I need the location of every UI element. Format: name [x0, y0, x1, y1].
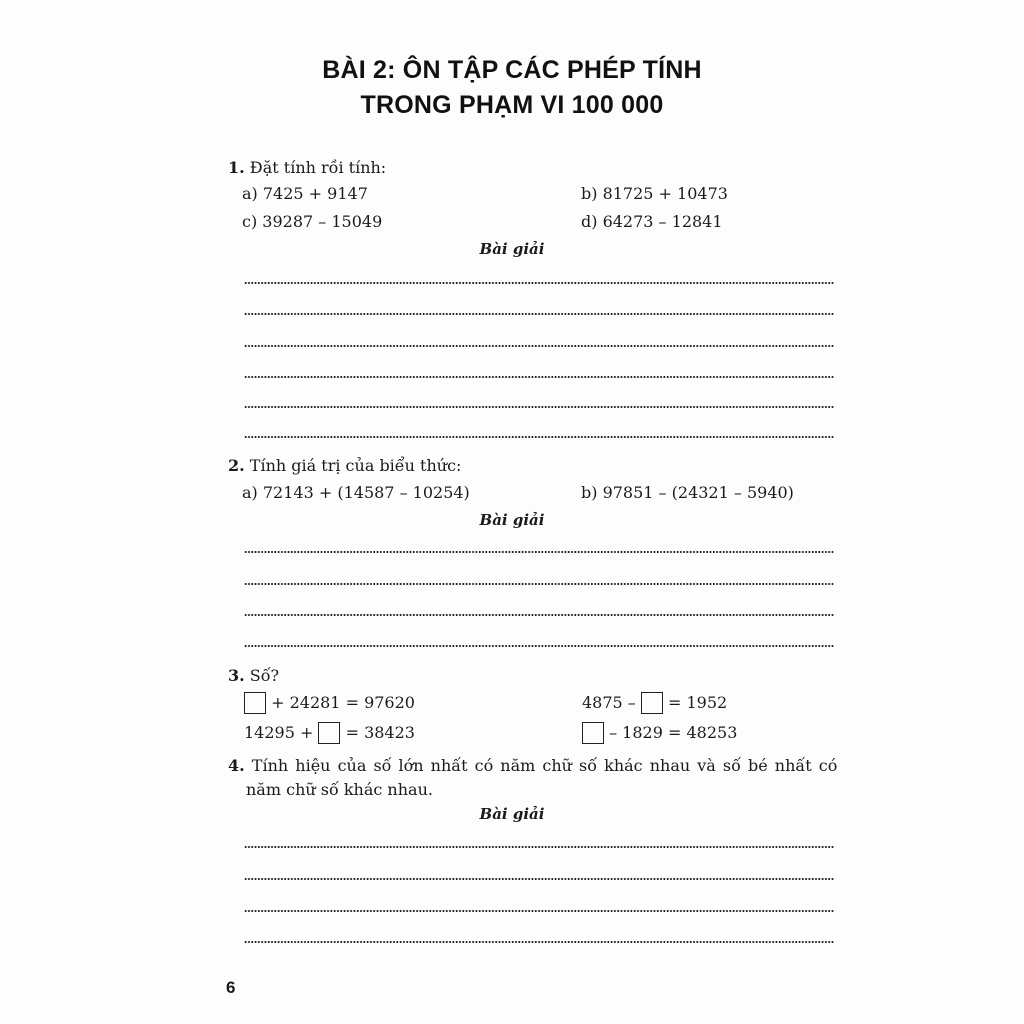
question-number: 2. — [228, 456, 245, 475]
question-prompt: Tính hiệu của số lớn nhất có năm chữ số khác nhau và số bé nhất có — [251, 756, 838, 775]
question-prompt: Số? — [249, 666, 280, 685]
question-number: 1. — [228, 158, 245, 177]
answer-line[interactable] — [244, 436, 834, 438]
q1-item-d: d) 64273 – 12841 — [581, 212, 723, 231]
answer-line[interactable] — [244, 583, 834, 585]
q2-item-b: b) 97851 – (24321 – 5940) — [581, 483, 794, 502]
lesson-subtitle: TRONG PHẠM VI 100 000 — [360, 91, 664, 119]
answer-box[interactable] — [582, 722, 604, 744]
answer-line[interactable] — [244, 941, 834, 943]
answer-line[interactable] — [244, 910, 834, 912]
q3-equation-4: – 1829 = 48253 — [582, 722, 737, 744]
question-4 — [228, 756, 837, 775]
answer-line[interactable] — [244, 406, 834, 408]
lesson-title: BÀI 2: ÔN TẬP CÁC PHÉP TÍNH — [322, 56, 702, 84]
question-prompt: Tính giá trị của biểu thức: — [249, 456, 462, 475]
question-prompt: Đặt tính rồi tính: — [249, 158, 387, 177]
question-number: 3. — [228, 666, 245, 685]
answer-line[interactable] — [244, 345, 834, 347]
question-number: 4. — [228, 756, 245, 775]
question-2 — [228, 456, 461, 475]
q3-equation-2: 4875 – = 1952 — [582, 693, 728, 712]
answer-line[interactable] — [244, 282, 834, 284]
answer-box[interactable] — [318, 722, 340, 744]
answer-line[interactable] — [244, 376, 834, 378]
q1-item-c: c) 39287 – 15049 — [242, 212, 383, 231]
q2-item-a: a) 72143 + (14587 – 10254) — [242, 483, 470, 502]
answer-box[interactable] — [641, 692, 663, 714]
answer-line[interactable] — [244, 645, 834, 647]
solution-label: Bài giải — [479, 511, 545, 529]
q1-item-b: b) 81725 + 10473 — [581, 184, 728, 203]
question-1 — [228, 158, 386, 177]
solution-label: Bài giải — [479, 240, 545, 258]
q3-equation-3: 14295 + = 38423 — [244, 723, 415, 742]
solution-label: Bài giải — [479, 805, 545, 823]
answer-line[interactable] — [244, 614, 834, 616]
question-3 — [228, 666, 279, 685]
answer-line[interactable] — [244, 846, 834, 848]
question-4-continued: năm chữ số khác nhau. — [246, 780, 433, 799]
answer-line[interactable] — [244, 878, 834, 880]
q3-equation-1: + 24281 = 97620 — [244, 692, 415, 714]
q1-item-a: a) 7425 + 9147 — [242, 184, 368, 203]
answer-line[interactable] — [244, 551, 834, 553]
answer-box[interactable] — [244, 692, 266, 714]
answer-line[interactable] — [244, 313, 834, 315]
page-number: 6 — [226, 978, 236, 997]
